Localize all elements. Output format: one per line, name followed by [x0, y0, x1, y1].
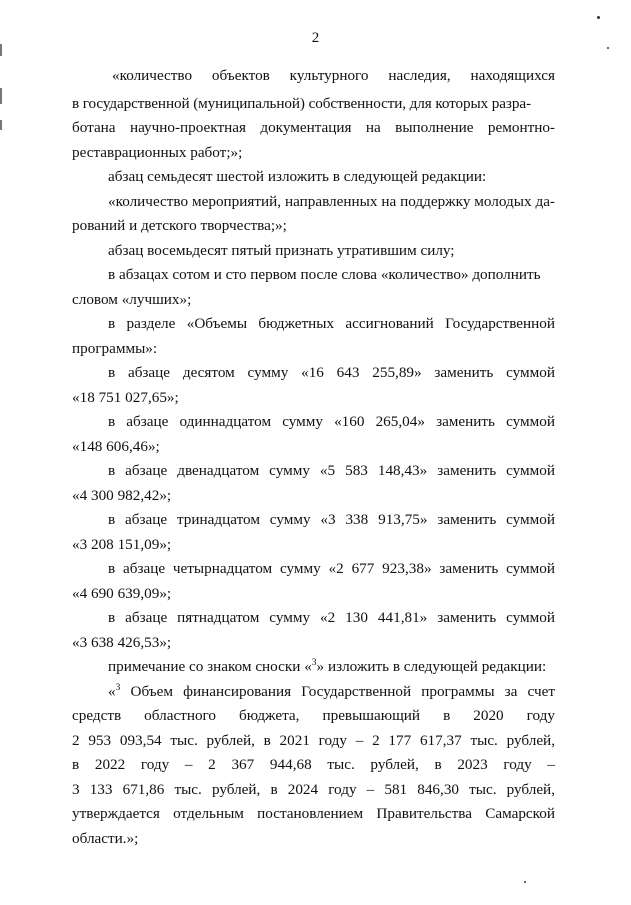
text-line: в абзаце тринадцатом сумму «3 338 913,75» заменить суммой [108, 511, 555, 528]
text-line [108, 657, 555, 679]
text-line: в абзаце четырнадцатом сумму «2 677 923,38» заменить суммой [108, 560, 555, 577]
text-line: «4 690 639,09»; [72, 585, 172, 602]
text-line: в абзацах сотом и сто первом после слова «количество» дополнить [108, 266, 541, 283]
text-line: «18 751 027,65»; [72, 389, 179, 406]
text-line: средств областного бюджета, превышающий в 2020 году [72, 707, 555, 724]
text-line: «148 606,46»; [72, 438, 160, 455]
text-line: в абзаце десятом сумму «16 643 255,89» заменить суммой [108, 364, 555, 381]
text-line: в абзаце одиннадцатом сумму «160 265,04» заменить суммой [108, 413, 555, 430]
text-line: 2 953 093,54 тыс. рублей, в 2021 году – 2 177 617,37 тыс. рублей, [72, 732, 555, 749]
scan-speck [607, 47, 609, 49]
scan-speck [597, 16, 600, 19]
text-line: «4 300 982,42»; [72, 487, 172, 504]
text-line: реставрационных работ;»; [72, 144, 243, 161]
page-number: 2 [311, 30, 320, 46]
text-line: 3 133 671,86 тыс. рублей, в 2024 году – 581 846,30 тыс. рублей, [72, 781, 555, 798]
text-line: ботана научно-проектная документация на выполнение ремонтно- [72, 119, 555, 136]
text-line: абзац восемьдесят пятый признать утратившим силу; [108, 242, 455, 259]
text-fragment: « [108, 683, 116, 700]
text-fragment: примечание со знаком сноски « [108, 658, 312, 675]
footnote-superscript: 3 [311, 658, 317, 668]
text-line: в абзаце двенадцатом сумму «5 583 148,43» заменить суммой [108, 462, 555, 479]
text-line: «3 208 151,09»; [72, 536, 172, 553]
text-line: программы»: [72, 340, 158, 357]
text-fragment: » изложить в следующей редакции: [316, 658, 547, 675]
text-line: утверждается отдельным постановлением Правительства Самарской [72, 805, 555, 822]
scan-edge-mark [0, 88, 2, 104]
text-line: словом «лучших»; [72, 291, 192, 308]
text-line: рований и детского творчества;»; [72, 217, 287, 234]
text-line [108, 682, 555, 704]
footnote-superscript: 3 [115, 683, 121, 693]
text-line: «количество мероприятий, направленных на поддержку молодых да- [108, 193, 555, 210]
text-line: в абзаце пятнадцатом сумму «2 130 441,81» заменить суммой [108, 609, 555, 626]
text-fragment: Объем финансирования Государственной программы за счет [120, 683, 555, 700]
text-line: абзац семьдесят шестой изложить в следующей редакции: [108, 168, 487, 185]
text-line: в 2022 году – 2 367 944,68 тыс. рублей, в 2023 году – [72, 756, 555, 773]
text-line: области.»; [72, 830, 139, 847]
scan-edge-mark [0, 44, 2, 56]
text-line: в разделе «Объемы бюджетных ассигнований Государственной [108, 315, 555, 332]
text-line: «3 638 426,53»; [72, 634, 172, 651]
text-line: в государственной (муниципальной) собственности, для которых разра- [72, 95, 531, 112]
scan-edge-mark [0, 120, 2, 130]
scan-speck [524, 881, 526, 883]
text-line: «количество объектов культурного наследия, находящихся [112, 67, 555, 84]
